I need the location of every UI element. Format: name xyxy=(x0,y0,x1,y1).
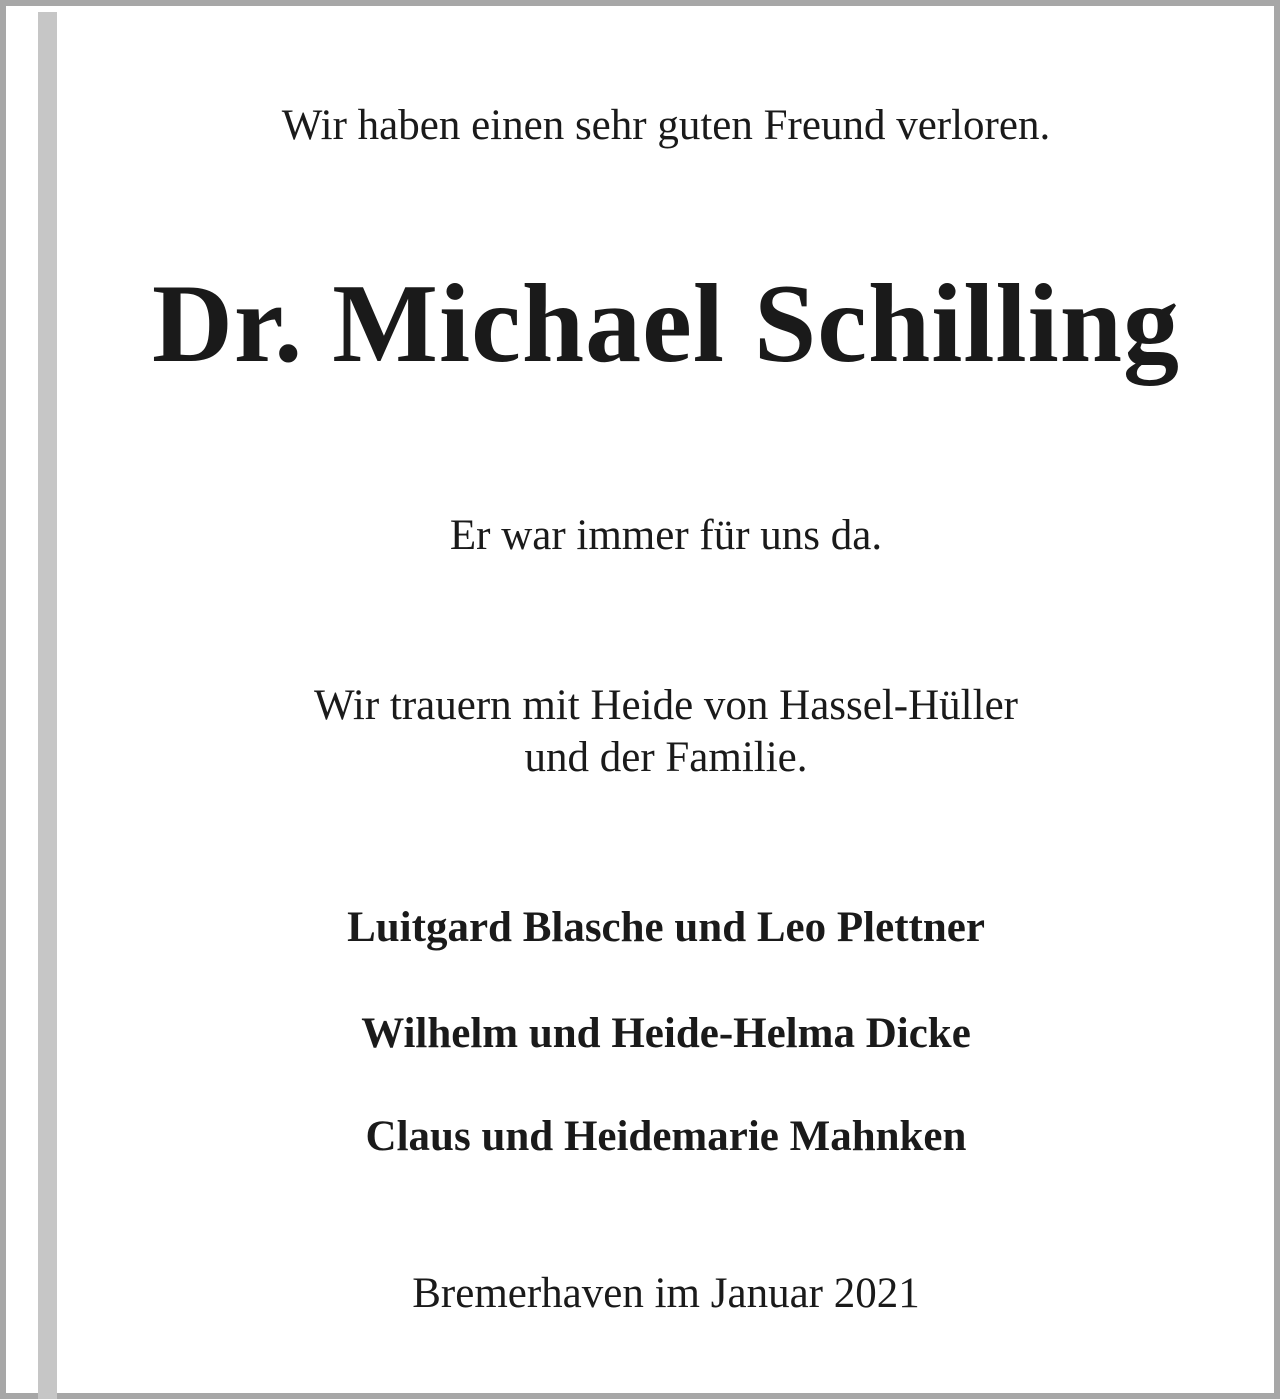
mourner-3: Claus und Heidemarie Mahnken xyxy=(365,1113,967,1160)
mourner-1: Luitgard Blasche und Leo Plettner xyxy=(347,904,985,951)
place-date: Bremerhaven im Januar 2021 xyxy=(412,1270,920,1317)
deceased-name: Dr. Michael Schilling xyxy=(151,262,1180,386)
mourner-2: Wilhelm und Heide-Helma Dicke xyxy=(361,1010,971,1057)
intro-text: Wir haben einen sehr guten Freund verloren. xyxy=(281,102,1051,149)
grief-line-2: und der Familie. xyxy=(524,734,808,781)
grief-line-1: Wir trauern mit Heide von Hassel-Hüller xyxy=(314,682,1018,729)
tribute-text: Er war immer für uns da. xyxy=(449,512,883,559)
decorative-side-bar xyxy=(38,12,57,1399)
